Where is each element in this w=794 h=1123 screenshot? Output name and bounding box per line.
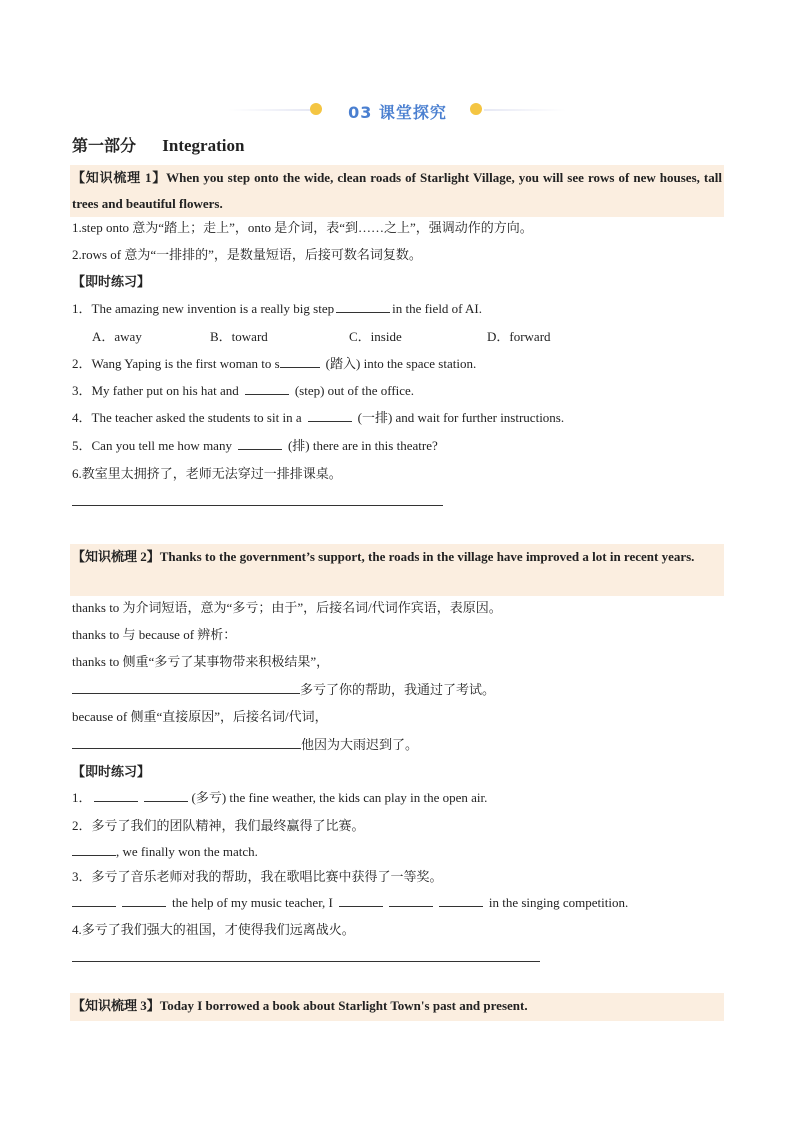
answer-blank[interactable] xyxy=(336,301,390,313)
k1-q1-text-b: in the field of AI. xyxy=(392,301,483,316)
k2-q1-number: 1． xyxy=(72,790,92,805)
k2-note-5: because of 侧重“直接原因”，后接名词/代词， xyxy=(72,709,328,724)
part-name: Integration xyxy=(162,136,245,155)
answer-blank[interactable] xyxy=(339,895,383,907)
k1-q1-text: 1．The amazing new invention is a really big step xyxy=(72,301,335,316)
k1-q3-text: 3．My father put on his hat and xyxy=(72,383,239,398)
answer-blank[interactable] xyxy=(72,844,116,856)
title-dot-right xyxy=(470,103,482,115)
k1-question-4 xyxy=(72,410,564,426)
k2-question-4: 4.多亏了我们强大的祖国，才使得我们远离战火。 xyxy=(72,922,355,937)
k2-question-1 xyxy=(72,790,487,806)
k1-question-6: 6.教室里太拥挤了，老师无法穿过一排排课桌。 xyxy=(72,466,342,481)
k1-q5-text-b: (排) there are in this theatre? xyxy=(287,438,438,453)
k1-q4-text-b: (一排) and wait for further instructions. xyxy=(357,410,565,425)
k1-heading: 【知识梳理 1】When you step onto the wide, clean roads of Starlight Village, you will see rows of new houses, tall trees and beautiful flowers. xyxy=(72,170,722,211)
k2-question-3: 3．多亏了音乐老师对我的帮助，我在歌唱比赛中获得了一等奖。 xyxy=(72,869,443,884)
k1-q1-option-c[interactable]: C．inside xyxy=(349,329,402,344)
title-dot-left xyxy=(310,103,322,115)
k1-note-2: 2.rows of 意为“一排排的”，是数量短语，后接可数名词复数。 xyxy=(72,247,422,262)
k1-question-2 xyxy=(72,356,476,372)
k2-q1-text-b: (多亏) the fine weather, the kids can play in the open air. xyxy=(191,790,488,805)
k2-note-4-text: 多亏了你的帮助，我通过了考试。 xyxy=(300,682,496,697)
k2-question-2: 2．多亏了我们的团队精神，我们最终赢得了比赛。 xyxy=(72,818,365,833)
section-title: 03 课堂探究 xyxy=(348,103,447,122)
k1-q1-option-d[interactable]: D．forward xyxy=(487,329,551,344)
answer-blank[interactable] xyxy=(245,383,289,395)
k2-note-6-text: 他因为大雨迟到了。 xyxy=(301,737,419,752)
answer-blank[interactable] xyxy=(122,895,166,907)
answer-blank[interactable] xyxy=(144,790,188,802)
answer-blank[interactable] xyxy=(389,895,433,907)
k2-note-1: thanks to 为介词短语，意为“多亏；由于”，后接名词/代词作宾语，表原因。 xyxy=(72,600,502,615)
k1-question-5 xyxy=(72,438,438,454)
answer-blank[interactable] xyxy=(72,737,301,749)
k2-q2-answer xyxy=(72,844,258,860)
title-line-left xyxy=(228,109,310,111)
k2-practice-label: 【即时练习】 xyxy=(72,764,151,779)
k1-q2-text: 2．Wang Yaping is the first woman to s xyxy=(72,356,280,371)
k2-note-2: thanks to 与 because of 辨析： xyxy=(72,627,237,642)
answer-blank[interactable] xyxy=(280,356,320,368)
k1-question-3 xyxy=(72,383,414,399)
k1-q2-text-b: (踏入) into the space station. xyxy=(325,356,477,371)
k2-note-4 xyxy=(72,682,495,698)
answer-blank[interactable] xyxy=(238,438,282,450)
k1-note-1: 1.step onto 意为“踏上；走上”，onto 是介词，表“到……之上”，强调动作的方向。 xyxy=(72,220,533,235)
k2-heading: 【知识梳理 2】Thanks to the government’s support, the roads in the village have improved a lot in recent years. xyxy=(72,549,695,564)
k1-q4-text: 4．The teacher asked the students to sit in a xyxy=(72,410,302,425)
k1-q5-text: 5．Can you tell me how many xyxy=(72,438,232,453)
k3-heading: 【知识梳理 3】Today I borrowed a book about Starlight Town's past and present. xyxy=(72,998,528,1013)
k2-q3-answer xyxy=(72,895,628,911)
k2-q3-answer-text: the help of my music teacher, I xyxy=(172,895,333,910)
answer-blank[interactable] xyxy=(439,895,483,907)
part-label: 第一部分 xyxy=(72,136,137,155)
k2-q4-answer-line[interactable] xyxy=(72,961,540,962)
k1-q1-option-b[interactable]: B．toward xyxy=(210,329,268,344)
k2-q3-answer-text-b: in the singing competition. xyxy=(488,895,629,910)
k1-q6-answer-line[interactable] xyxy=(72,505,443,506)
k2-q2-answer-text: , we finally won the match. xyxy=(116,844,258,859)
k2-note-3: thanks to 侧重“多亏了某事物带来积极结果”， xyxy=(72,654,330,669)
answer-blank[interactable] xyxy=(94,790,138,802)
k1-q1-option-a[interactable]: A．away xyxy=(92,329,142,344)
part-heading xyxy=(72,133,244,156)
answer-blank[interactable] xyxy=(72,682,300,694)
k1-q3-text-b: (step) out of the office. xyxy=(294,383,415,398)
answer-blank[interactable] xyxy=(72,895,116,907)
k1-question-1 xyxy=(72,301,482,317)
k2-note-6 xyxy=(72,737,418,753)
k1-practice-label: 【即时练习】 xyxy=(72,274,151,289)
title-line-right xyxy=(484,109,566,111)
answer-blank[interactable] xyxy=(308,410,352,422)
